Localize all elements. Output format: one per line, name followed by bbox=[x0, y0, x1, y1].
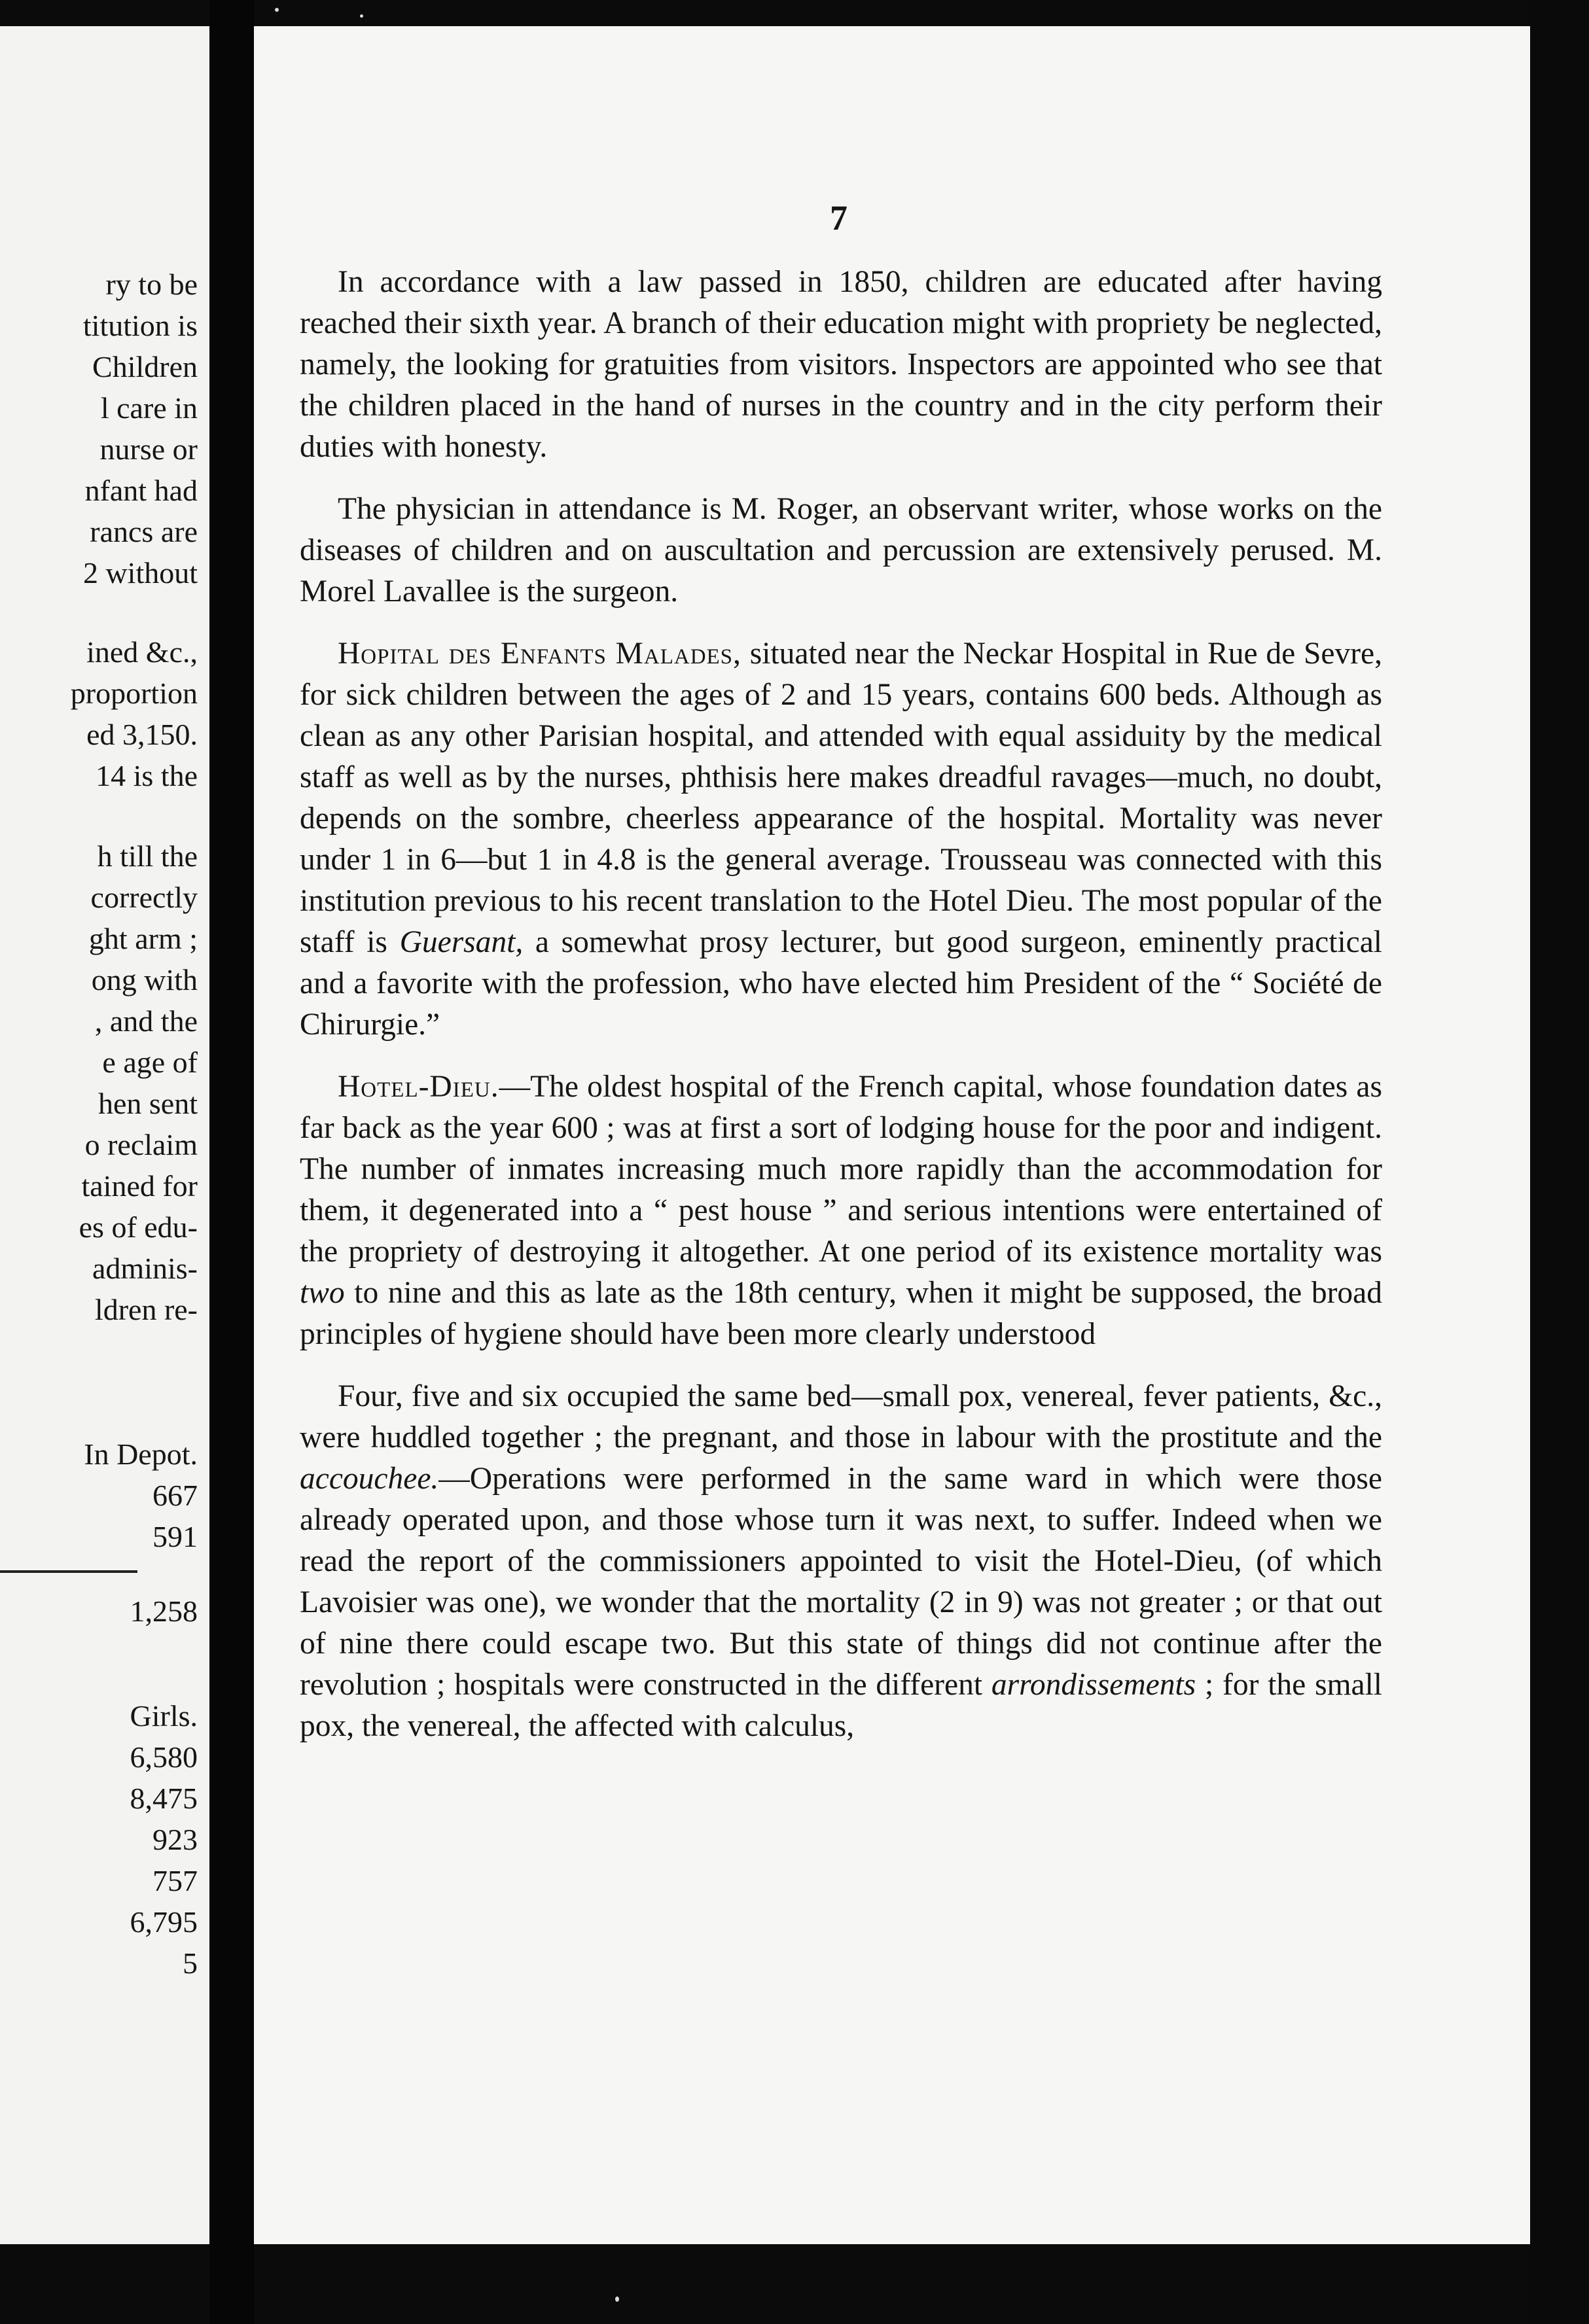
left-page-line: , and the bbox=[94, 1004, 198, 1038]
left-page-line: tained for bbox=[81, 1169, 198, 1203]
left-page-line: hen sent bbox=[98, 1087, 198, 1120]
paragraph-text: Four, five and six occupied the same bed—small pox, venereal, fever patients, &c., were huddled together ; the pregnant, and those in labour with the prostitute and the bbox=[300, 1379, 1382, 1454]
left-page-line: o reclaim bbox=[84, 1128, 198, 1161]
left-page-line: 6,580 bbox=[130, 1740, 198, 1774]
scan-speck bbox=[275, 8, 279, 12]
italic-name: Guersant, bbox=[399, 925, 524, 959]
book-gutter bbox=[209, 0, 254, 2324]
left-page-line: proportion bbox=[70, 677, 198, 710]
left-page-line: titution is bbox=[82, 309, 198, 342]
paragraph-conditions bbox=[300, 1376, 1382, 1747]
scan-speck bbox=[615, 2297, 619, 2302]
page-number: 7 bbox=[830, 198, 848, 238]
page-body bbox=[300, 262, 1382, 1768]
left-page-line: 667 bbox=[152, 1479, 198, 1512]
paragraph-enfants-malades bbox=[300, 633, 1382, 1046]
italic-word: two bbox=[300, 1276, 345, 1310]
left-page-line: 6,795 bbox=[130, 1905, 198, 1939]
left-page-line: 5 bbox=[183, 1946, 198, 1980]
left-page-fragment bbox=[0, 26, 209, 2244]
paragraph-text: —Operations were performed in the same ward in which were those already operated upon, and those whose turn it was next, to suffer. Indeed when we read the report of the commissioners appointed to visit the Hotel-Dieu, (of which Lavoisier was one), we wonder that the mortality (2 in 9) was not greater ; or that out of nine there could escape two. But this state of things did not continue after the revolution ; hospitals were constructed in the different bbox=[300, 1462, 1382, 1702]
left-page-line: 1,258 bbox=[130, 1594, 198, 1628]
left-page-line: ed 3,150. bbox=[86, 718, 198, 751]
left-page-line: rancs are bbox=[90, 515, 198, 548]
section-heading: Hopital des Enfants Malades, bbox=[338, 637, 741, 671]
left-page-line: nurse or bbox=[99, 432, 198, 466]
left-page-line: e age of bbox=[102, 1046, 198, 1079]
italic-word: arrondissements bbox=[991, 1668, 1196, 1702]
paragraph-text: a somewhat prosy lecturer, but good surgeon, eminently practical and a favorite with the profession, who have elected him President of the “ Société de Chirurgie.” bbox=[300, 925, 1382, 1042]
left-page-line: ry to be bbox=[105, 268, 198, 301]
left-page-line: adminis- bbox=[92, 1252, 198, 1285]
italic-word: accouchee. bbox=[300, 1462, 439, 1496]
section-heading: Hotel-Dieu. bbox=[338, 1070, 499, 1104]
paragraph-education: In accordance with a law passed in 1850, children are educated after having reached their sixth year. A branch of their education might with propriety be neglected, namely, the looking for gratuities from visitors. Inspectors are appointed who see that the children placed in the hand of nurses in the country and in the city perform their duties with honesty. bbox=[300, 265, 1382, 464]
left-page-line: ong with bbox=[91, 963, 198, 996]
scan-border bbox=[1530, 0, 1589, 2324]
left-page-line: 8,475 bbox=[130, 1782, 198, 1815]
table-rule bbox=[0, 1570, 137, 1573]
left-page-line: 757 bbox=[152, 1864, 198, 1897]
left-page-line: h till the bbox=[97, 839, 198, 873]
left-page-line: 591 bbox=[152, 1520, 198, 1553]
left-page-line: ined &c., bbox=[86, 635, 198, 669]
left-page-line: In Depot. bbox=[84, 1437, 198, 1471]
left-page-line: 2 without bbox=[82, 556, 198, 590]
left-page-line: ldren re- bbox=[94, 1293, 198, 1326]
scan-speck bbox=[360, 14, 363, 18]
left-page-line: correctly bbox=[90, 881, 198, 914]
paragraph-text: —The oldest hospital of the French capital, whose foundation dates as far back as the year 600 ; was at first a sort of lodging house for the poor and indigent. The number of inmates increasing much more rapidly than the accommodation for them, it degenerated into a “ pest house ” and serious intentions were entertained of the propriety of destroying it altogether. At one period of its existence mortality was bbox=[300, 1070, 1382, 1269]
paragraph-text: situated near the Neckar Hospital in Rue de Sevre, for sick children between the ages of 2 and 15 years, contains 600 beds. Although as clean as any other Parisian hospital, and attended with equal assiduity by the medical staff as well as by the nurses, phthisis here makes dreadful ravages—much, no doubt, depends on the sombre, cheerless appearance of the hospital. Mortality was never under 1 in 6—but 1 in 4.8 is the general average. Trousseau was connected with this institution previous to his recent translation to the Hotel Dieu. The most popular of the staff is bbox=[300, 637, 1382, 959]
left-page-line: 14 is the bbox=[96, 759, 198, 792]
paragraph-hotel-dieu bbox=[300, 1066, 1382, 1355]
left-page-line: es of edu- bbox=[79, 1210, 198, 1244]
paragraph-text: ; for the small pox, the venereal, the affected with calculus, bbox=[300, 1668, 1382, 1743]
left-page-line: l care in bbox=[100, 391, 198, 425]
left-page-line: 923 bbox=[152, 1823, 198, 1856]
left-page-line: ght arm ; bbox=[88, 922, 198, 955]
left-page-line: Children bbox=[92, 350, 198, 383]
left-page-line: nfant had bbox=[84, 474, 198, 507]
book-page bbox=[254, 26, 1530, 2244]
left-page-line: Girls. bbox=[130, 1699, 198, 1733]
paragraph-text: to nine and this as late as the 18th century, when it might be supposed, the broad principles of hygiene should have been more clearly understood bbox=[300, 1276, 1382, 1351]
paragraph-physician: The physician in attendance is M. Roger, an observant writer, whose works on the diseases of children and on auscultation and percussion are extensively perused. M. Morel Lavallee is the surgeon. bbox=[300, 492, 1382, 608]
